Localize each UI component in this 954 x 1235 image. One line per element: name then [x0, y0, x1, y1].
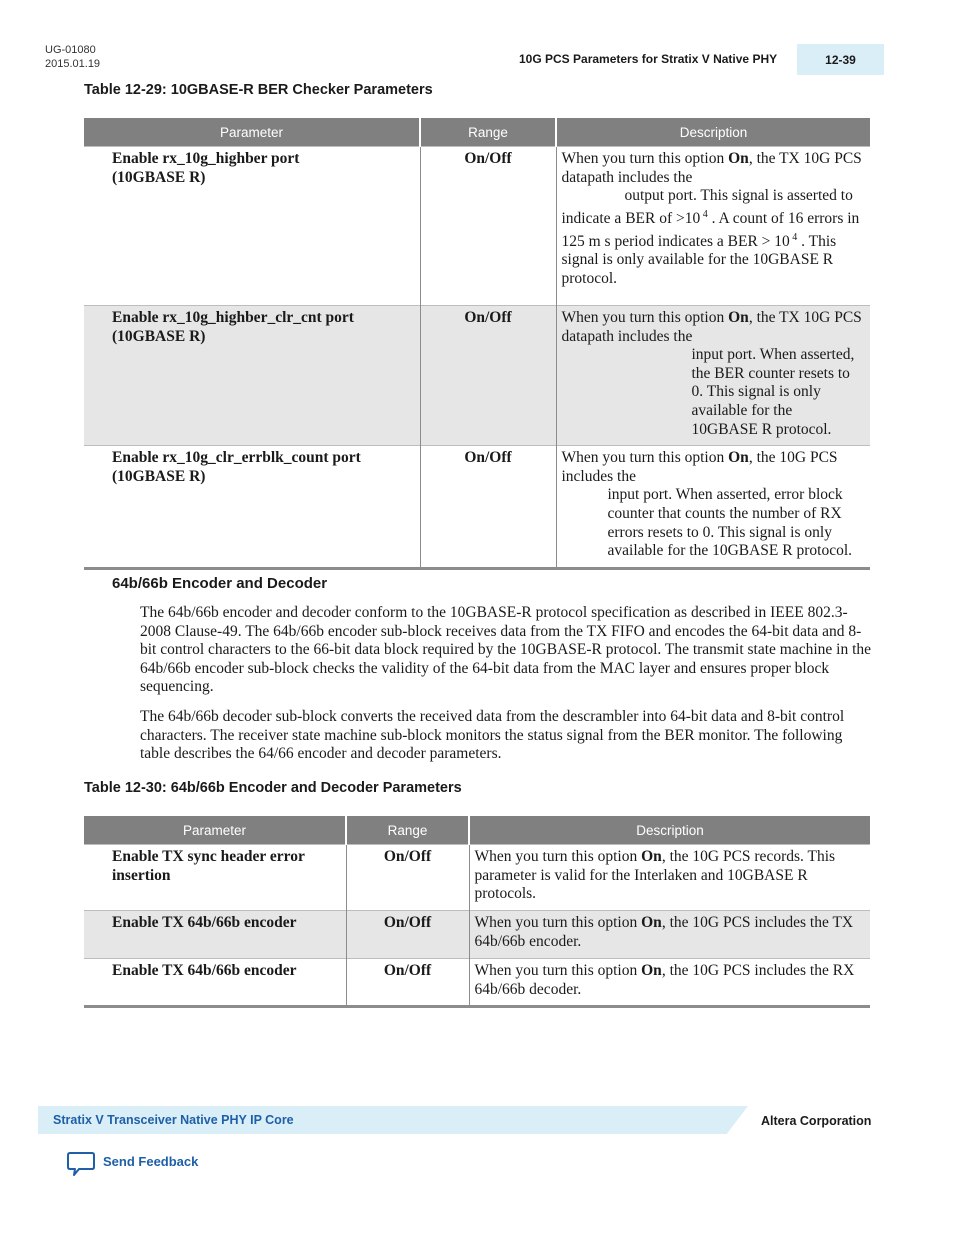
table-row [84, 911, 870, 959]
desc-text: When you turn this option [561, 150, 729, 167]
desc-text [562, 187, 863, 288]
table-row [84, 306, 870, 446]
table-header-row [84, 118, 870, 147]
range-cell: On/Off [420, 446, 556, 569]
desc-text: , the TX 10G PCS datapath includes the [561, 309, 862, 345]
body-paragraph: The 64b/66b decoder sub-block converts the received data from the descrambler into 64-bit data and 8-bit control characters. The receiver state machine sub-block monitors the status signal from the BER monitor. The following table describes the 64/66 encoder and decoder parameters. [140, 708, 845, 763]
desc-text: When you turn this option [561, 309, 729, 326]
section-heading: 64b/66b Encoder and Decoder [112, 575, 328, 592]
parameter-protocol: (10GBASE R) [112, 467, 206, 485]
table-header-row [84, 816, 870, 845]
parameter-cell: Enable TX sync header error insertion [84, 845, 346, 911]
range-cell: On/Off [346, 911, 469, 959]
desc-text: . A count of 16 errors in 125 m s period indicates a BER > 10 [561, 209, 860, 250]
desc-text: When you turn this option [561, 449, 729, 467]
range-cell: On/Off [420, 147, 556, 306]
running-header-title: 10G PCS Parameters for Stratix V Native PHY [519, 52, 778, 66]
desc-text: When you turn this option [474, 962, 642, 979]
range-cell: On/Off [346, 959, 469, 1007]
desc-text: , the 10G PCS includes the TX 64b/66b encoder. [474, 914, 854, 950]
table-row [84, 959, 870, 1007]
description-cell [469, 959, 870, 1007]
parameter-name: Enable rx_10g_highber_clr_cnt port [112, 309, 354, 326]
desc-text: When you turn this option [474, 848, 642, 865]
parameter-name: Enable rx_10g_clr_errblk_count port [112, 449, 361, 467]
parameter-name: Enable rx_10g_highber port [112, 150, 300, 167]
column-header-range: Range [346, 816, 469, 845]
column-header-parameter: Parameter [84, 118, 420, 147]
table-row [84, 446, 870, 569]
desc-on-keyword: On [641, 962, 662, 979]
desc-text: input port. When asserted, error block counter that counts the number of RX errors resets to 0. This signal is only available for the 10GBASE R protocol. [607, 486, 853, 560]
desc-on-keyword: On [728, 150, 749, 167]
parameter-cell: Enable TX 64b/66b encoder [84, 911, 346, 959]
desc-on-keyword: On [641, 848, 662, 865]
desc-on-keyword: On [641, 914, 662, 931]
desc-text: output port. This signal is asserted to indicate a BER of >10 [561, 187, 853, 227]
range-cell: On/Off [346, 845, 469, 911]
desc-on-keyword: On [728, 309, 749, 326]
table2-caption: Table 12-30: 64b/66b Encoder and Decoder Parameters [84, 780, 462, 796]
desc-text: When you turn this option [474, 914, 642, 931]
table1-caption: Table 12-29: 10GBASE-R BER Checker Parameters [84, 82, 433, 98]
footer-product-link[interactable]: Stratix V Transceiver Native PHY IP Core [53, 1113, 294, 1127]
doc-number: UG-01080 [45, 44, 96, 56]
description-cell [469, 845, 870, 911]
parameter-cell [84, 147, 420, 306]
parameter-protocol: (10GBASE R) [112, 327, 206, 345]
description-cell [556, 446, 870, 569]
exponent-superscript: 4 [700, 208, 708, 220]
desc-text: . This signal is only available for the 10GBASE R protocol. [561, 232, 837, 287]
desc-text: , the 10G PCS records. This parameter is valid for the Interlaken and 10GBASE R protocols. [474, 848, 836, 903]
desc-on-keyword: On [728, 449, 749, 467]
description-cell [556, 147, 870, 306]
column-header-range: Range [420, 118, 556, 147]
column-header-parameter: Parameter [84, 816, 346, 845]
description-cell [469, 911, 870, 959]
desc-text: , the TX 10G PCS datapath includes the [561, 150, 862, 186]
desc-text: input port. When asserted, the BER counter resets to 0. This signal is only available for the 10GBASE R protocol. [691, 346, 855, 438]
document-id [45, 43, 100, 71]
exponent-superscript: 4 [789, 231, 798, 243]
table-row [84, 845, 870, 911]
speech-bubble-icon[interactable] [66, 1151, 96, 1177]
doc-date: 2015.01.19 [45, 58, 101, 70]
send-feedback-link[interactable]: Send Feedback [103, 1154, 199, 1169]
parameter-protocol: (10GBASE R) [112, 168, 206, 186]
parameter-cell: Enable TX 64b/66b encoder [84, 959, 346, 1007]
table-row [84, 147, 870, 306]
desc-text: , the 10G PCS includes the RX 64b/66b decoder. [474, 962, 855, 998]
column-header-description: Description [469, 816, 870, 845]
body-paragraph: The 64b/66b encoder and decoder conform to the 10GBASE-R protocol specification as described in IEEE 802.3-2008 Clause-49. The 64b/66b encoder sub-block receives data from the TX FIFO and encodes the 64-bit data and 8-bit control characters to the 66-bit data block required by the 10GBASE-R protocol. The transmit state machine in the 64b/66b encoder sub-block checks the validity of the 64-bit data from the MAC layer and ensures proper block sequencing. [140, 604, 872, 696]
desc-text: , the 10G PCS includes the [561, 449, 838, 485]
encoder-decoder-table [84, 816, 870, 1008]
column-header-description: Description [556, 118, 870, 147]
page-number: 12-39 [797, 44, 884, 75]
range-cell: On/Off [420, 306, 556, 446]
description-cell [556, 306, 870, 446]
footer-company: Altera Corporation [761, 1114, 872, 1128]
ber-checker-table [84, 118, 870, 570]
parameter-cell [84, 306, 420, 446]
parameter-cell [84, 446, 420, 569]
